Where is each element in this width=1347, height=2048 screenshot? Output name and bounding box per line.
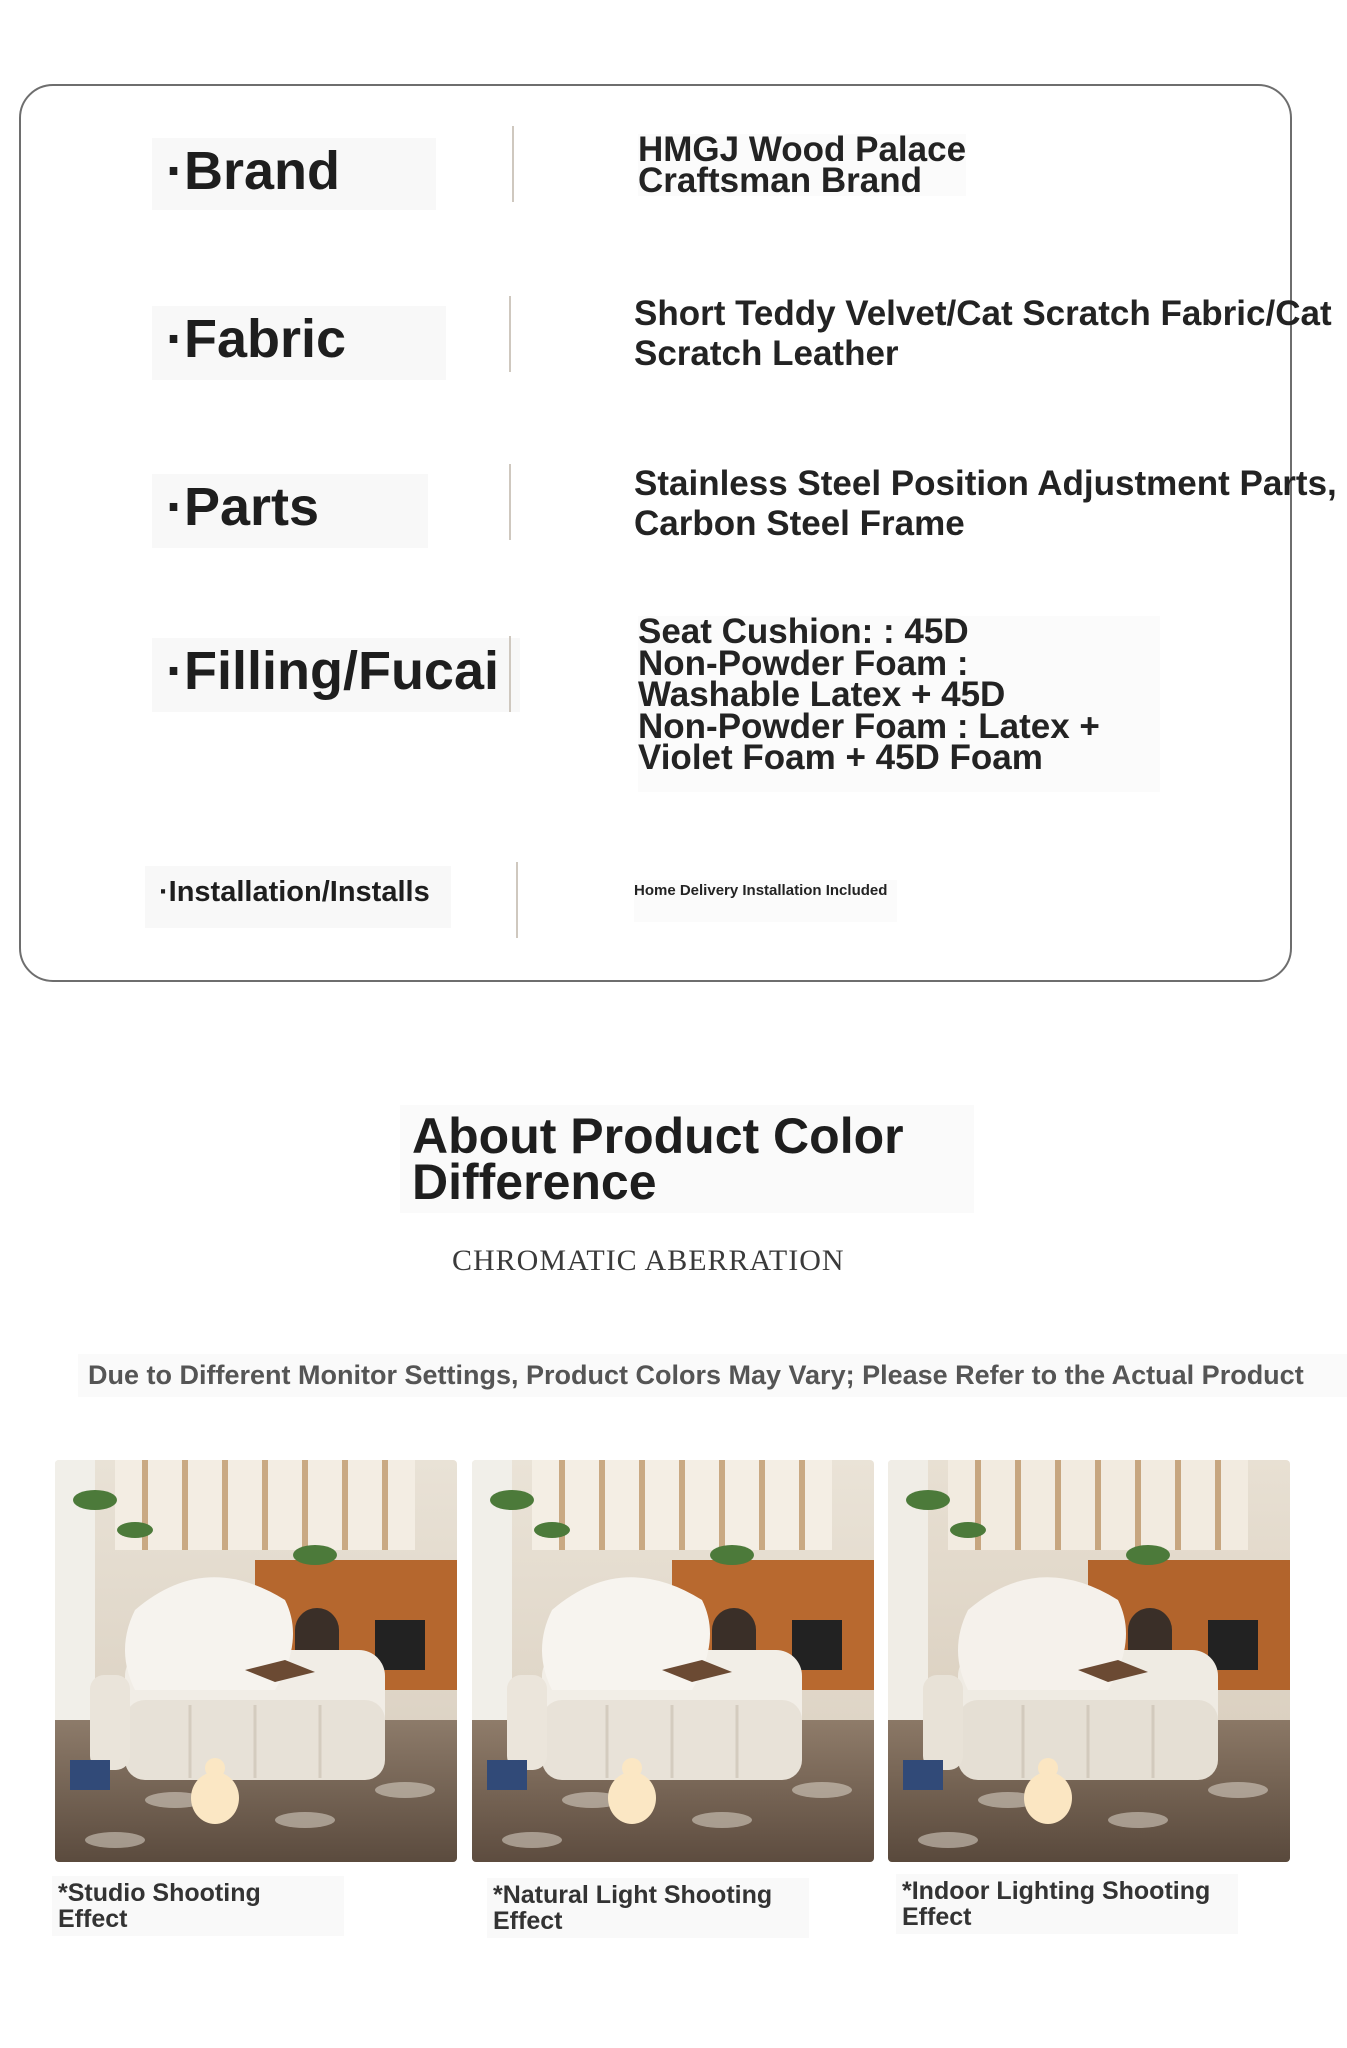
- photo-caption-indoor-lighting: [896, 1874, 1238, 1934]
- photo-caption-natural-light: [487, 1878, 809, 1938]
- spec-label-installation: ·Installation/Installs: [145, 866, 451, 928]
- about-title-line: About Product Color: [412, 1108, 904, 1164]
- spec-divider: [516, 862, 518, 938]
- caption-line: *Indoor Lighting Shooting: [902, 1877, 1211, 1905]
- caption-line: Effect: [58, 1905, 128, 1933]
- sofa-photo-illustration: [888, 1460, 1290, 1862]
- spec-value-fabric: [634, 294, 1332, 374]
- spec-divider: [509, 636, 511, 712]
- spec-card: [19, 84, 1337, 982]
- caption-line: *Studio Shooting: [58, 1879, 261, 1907]
- spec-value-installation: [634, 880, 897, 922]
- spec-divider: [509, 464, 511, 540]
- spec-value-line: Home Delivery Installation Included: [634, 882, 888, 899]
- spec-value-line: Non-Powder Foam :: [638, 643, 969, 683]
- about-title-line: Difference: [412, 1154, 657, 1210]
- spec-value-filling: [638, 612, 1160, 792]
- about-title: [400, 1105, 974, 1213]
- caption-line: *Natural Light Shooting: [493, 1881, 773, 1909]
- sofa-photo-illustration: [472, 1460, 874, 1862]
- caption-line: Effect: [493, 1907, 563, 1935]
- spec-value-line: Washable Latex + 45D: [638, 675, 1006, 714]
- sofa-photo-illustration: [55, 1460, 457, 1862]
- spec-value-brand: [638, 130, 967, 200]
- spec-value-line: Craftsman Brand: [638, 161, 922, 200]
- spec-label-brand: ·Brand: [152, 138, 436, 210]
- spec-value-line: Carbon Steel Frame: [634, 504, 965, 543]
- photo-caption-studio: [52, 1876, 344, 1936]
- spec-value-line: Stainless Steel Position Adjustment Parts,: [634, 464, 1337, 503]
- product-photo-indoor-lighting: [888, 1460, 1290, 1862]
- spec-value-line: Short Teddy Velvet/Cat Scratch Fabric/Cat: [634, 294, 1332, 333]
- spec-divider: [512, 126, 514, 202]
- spec-value-line: Non-Powder Foam : Latex +: [638, 706, 1100, 746]
- spec-label-filling: ·Filling/Fucai: [152, 638, 520, 712]
- spec-value-line: Seat Cushion: : 45D: [638, 612, 969, 651]
- spec-label-parts: ·Parts: [152, 474, 428, 548]
- spec-value-line: Violet Foam + 45D Foam: [638, 738, 1043, 777]
- about-subtitle: CHROMATIC ABERRATION: [452, 1244, 845, 1277]
- spec-value-line: HMGJ Wood Palace: [638, 130, 967, 169]
- spec-value-line: Scratch Leather: [634, 334, 899, 373]
- spec-divider: [509, 296, 511, 372]
- product-photo-studio: [55, 1460, 457, 1862]
- product-photo-natural-light: [472, 1460, 874, 1862]
- color-notice: Due to Different Monitor Settings, Product Colors May Vary; Please Refer to the Actual Product: [78, 1354, 1347, 1397]
- caption-line: Effect: [902, 1903, 972, 1931]
- spec-label-fabric: ·Fabric: [152, 306, 446, 380]
- spec-value-parts: [634, 464, 1337, 544]
